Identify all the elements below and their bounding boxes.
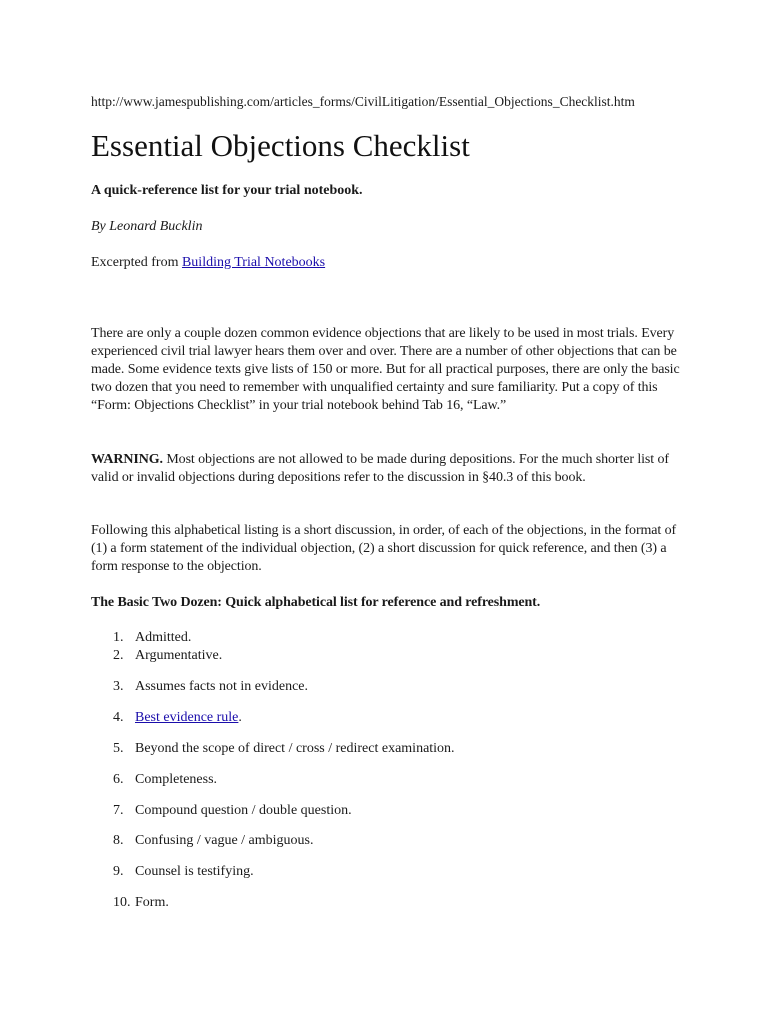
- list-item: [91, 740, 455, 758]
- item-text: Assumes facts not in evidence.: [135, 679, 309, 694]
- item-text: Form.: [135, 895, 169, 910]
- excerpt-prefix: Excerpted from: [91, 255, 182, 270]
- item-text: Admitted.: [135, 630, 192, 645]
- item-suffix: .: [238, 710, 242, 725]
- item-number: 7.: [113, 803, 124, 818]
- page-title: Essential Objections Checklist: [91, 128, 470, 163]
- item-text: Compound question / double question.: [135, 803, 352, 818]
- item-text-wrapper: [135, 709, 242, 727]
- list-item: [91, 894, 169, 912]
- book-link[interactable]: Building Trial Notebooks: [181, 255, 326, 270]
- item-number: 1.: [113, 630, 124, 645]
- list-item: [91, 832, 314, 850]
- item-number: 4.: [113, 710, 124, 725]
- best-evidence-rule-link[interactable]: Best evidence rule: [135, 710, 239, 725]
- list-item: [91, 629, 191, 647]
- subtitle: A quick-reference list for your trial notebook.: [91, 183, 363, 198]
- warning-label: WARNING.: [91, 452, 163, 467]
- list-heading: The Basic Two Dozen: Quick alphabetical list for reference and refreshment.: [91, 595, 541, 610]
- excerpt-line: [91, 254, 325, 272]
- following-paragraph: Following this alphabetical listing is a short discussion, in order, of each of the objections, in the format of (1) a form statement of the individual objection, (2) a short discussion for quick reference, and then (3) a form response to the objection.: [91, 523, 677, 574]
- list-item: [91, 647, 222, 665]
- list-item: [91, 709, 242, 727]
- source-url: http://www.jamespublishing.com/articles_forms/CivilLitigation/Essential_Objections_Checklist.htm: [91, 94, 635, 109]
- item-text: Beyond the scope of direct / cross / redirect examination.: [135, 741, 455, 756]
- item-text: Confusing / vague / ambiguous.: [135, 833, 314, 848]
- list-item: [91, 863, 254, 881]
- item-number: 6.: [113, 772, 124, 787]
- warning-text: Most objections are not allowed to be made during depositions. For the much shorter list of valid or invalid objections during depositions refer to the discussion in §40.3 of this book.: [91, 452, 669, 485]
- item-number: 3.: [113, 679, 124, 694]
- list-item: [91, 678, 308, 696]
- item-number: 8.: [113, 833, 124, 848]
- item-number: 9.: [113, 864, 124, 879]
- item-text: Argumentative.: [135, 648, 223, 663]
- item-number: 5.: [113, 741, 124, 756]
- list-item: [91, 802, 352, 820]
- warning-paragraph: [91, 451, 686, 487]
- item-number: 2.: [113, 648, 124, 663]
- item-number: 10.: [113, 895, 131, 910]
- list-item: [91, 771, 217, 789]
- item-text: Counsel is testifying.: [135, 864, 254, 879]
- item-text: Completeness.: [135, 772, 218, 787]
- intro-paragraph: There are only a couple dozen common evidence objections that are likely to be used in most trials. Every experienced civil trial lawyer hears them over and over. There are a number of other objections that can be made. Some evidence texts give lists of 150 or more. But for all practical purposes, there are only the basic two dozen that you need to remember with unqualified certainty and sure familiarity. Put a copy of this “Form: Objections Checklist” in your trial notebook behind Tab 16, “Law.”: [91, 326, 680, 413]
- byline: By Leonard Bucklin: [91, 219, 203, 234]
